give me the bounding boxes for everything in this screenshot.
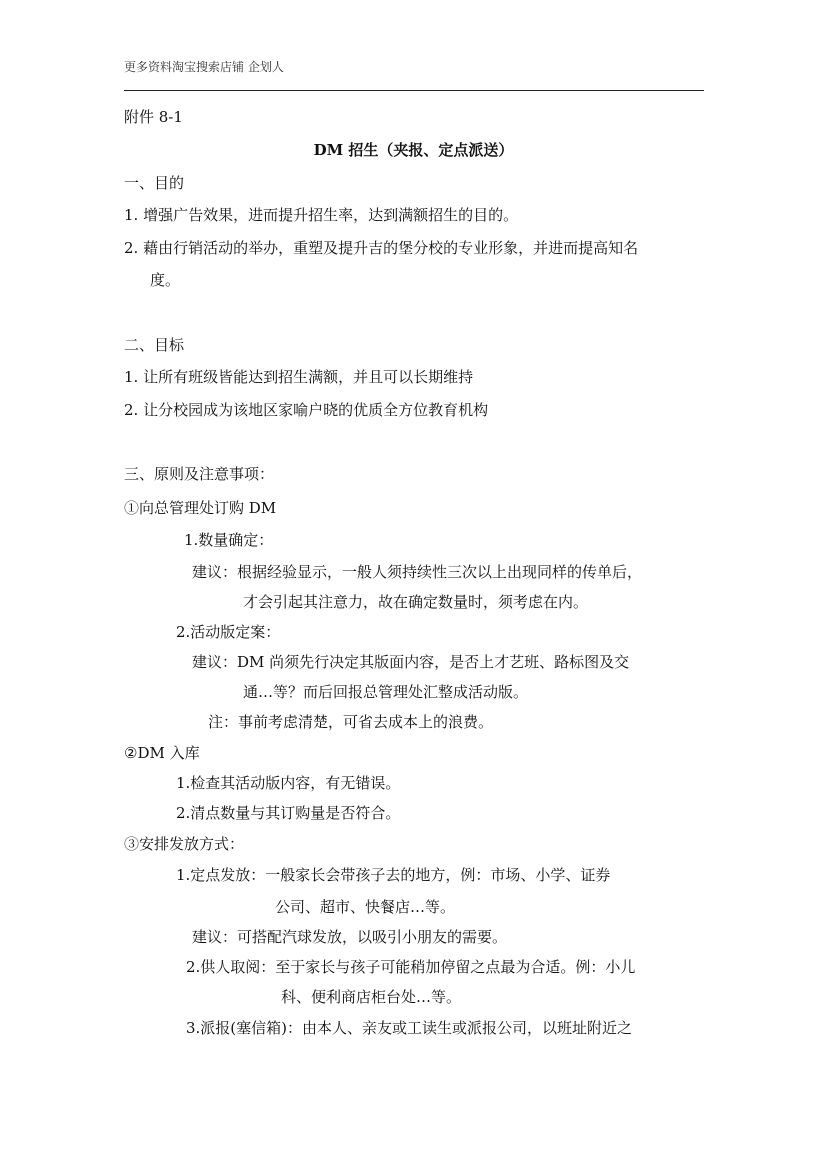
part3-heading: ③安排发放方式： <box>124 835 245 853</box>
part1-sub1-advice-line1: 建议：根据经验显示，一般人须持续性三次以上出现同样的传单后， <box>192 563 643 581</box>
document-title: DM 招生（夹报、定点派送） <box>313 141 514 159</box>
part1-sub2-advice-line2: 通…等？而后回报总管理处汇整成活动版。 <box>243 683 529 701</box>
part2-sub2: 2.清点数量与其订购量是否符合。 <box>176 804 401 822</box>
part1-sub1: 1.数量确定： <box>184 531 274 549</box>
header-note: 更多资料淘宝搜索店铺 企划人 <box>124 60 284 74</box>
part3-sub1-line1: 1.定点发放：一般家长会带孩子去的地方，例：市场、小学、证券 <box>176 866 611 884</box>
part3-sub3-line1: 3.派报(塞信箱)：由本人、亲友或工读生或派报公司，以班址附近之 <box>186 1019 633 1037</box>
part3-sub2-line2: 科、便利商店柜台处…等。 <box>281 988 462 1006</box>
section2-heading: 二、目标 <box>124 336 185 354</box>
header-divider <box>124 90 704 91</box>
part1-sub2: 2.活动版定案： <box>176 623 281 641</box>
part1-sub2-note: 注：事前考虑清楚，可省去成本上的浪费。 <box>208 713 494 731</box>
section1-item2-line2: 度。 <box>150 271 181 289</box>
attachment-label: 附件 8-1 <box>124 108 183 126</box>
section1-heading: 一、目的 <box>124 174 185 192</box>
part1-sub2-advice-line1: 建议：DM 尚须先行决定其版面内容，是否上才艺班、路标图及交 <box>192 653 630 671</box>
part1-heading: ①向总管理处订购 DM <box>124 499 277 517</box>
part1-sub1-advice-line2: 才会引起其注意力，故在确定数量时，须考虑在内。 <box>243 593 589 611</box>
part2-heading: ②DM 入库 <box>124 744 200 762</box>
section2-item2: 2. 让分校园成为该地区家喻户晓的优质全方位教育机构 <box>124 401 489 419</box>
part3-sub2-line1: 2.供人取阅：至于家长与孩子可能稍加停留之点最为合适。例：小儿 <box>186 958 636 976</box>
section2-item1: 1. 让所有班级皆能达到招生满额，并且可以长期维持 <box>124 368 474 386</box>
section1-item2-line1: 2. 藉由行销活动的举办，重塑及提升吉的堡分校的专业形象，并进而提高知名 <box>124 239 639 257</box>
section1-item1: 1. 增强广告效果，进而提升招生率，达到满额招生的目的。 <box>124 206 519 224</box>
section3-heading: 三、原则及注意事项： <box>124 465 275 483</box>
part3-sub1-line2: 公司、超市、快餐店…等。 <box>275 898 456 916</box>
part2-sub1: 1.检查其活动版内容，有无错误。 <box>176 774 401 792</box>
part3-sub1-advice: 建议：可搭配汽球发放，以吸引小朋友的需要。 <box>192 928 508 946</box>
